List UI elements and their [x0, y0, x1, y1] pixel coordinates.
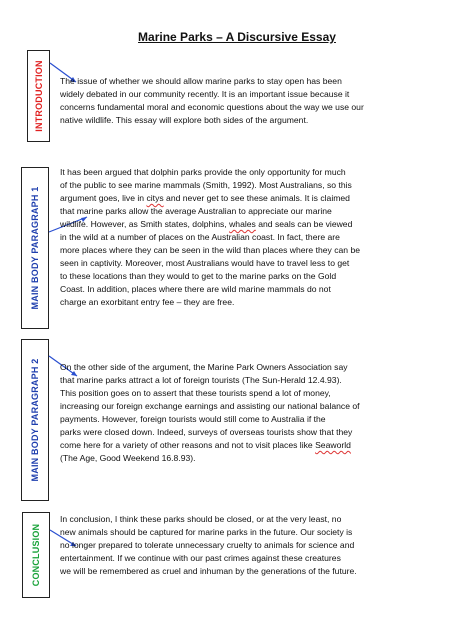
text-line: of the public to see marine mammals (Smith, 1992). Most Australians, so this — [60, 180, 352, 190]
spellcheck-flag: whales — [229, 219, 256, 229]
label-conclusion — [22, 512, 50, 598]
text-line: in the wild at a number of places on the Australian coast. In fact, there are — [60, 232, 340, 242]
paragraph-conclusion — [60, 513, 452, 578]
text-line: native wildlife. This essay will explore both sides of the argument. — [60, 115, 309, 125]
text-line: no longer prepared to tolerate unnecessary cruelty to animals for science and — [60, 540, 355, 550]
text-line: Coast. In addition, places where there are wild marine mammals do not — [60, 284, 331, 294]
text-line: wildlife. However, as Smith states, dolphins, whales and seals can be viewed — [60, 219, 353, 229]
text-line: entertainment. If we continue with our past crimes against these creatures — [60, 553, 341, 563]
essay-title: Marine Parks – A Discursive Essay — [138, 30, 336, 44]
text-line: more places where they can be seen in the wild than places where they can be — [60, 245, 361, 255]
text-line: that marine parks allow the average Australian to appreciate our marine — [60, 206, 332, 216]
text-line: It has been argued that dolphin parks provide the only opportunity for much — [60, 167, 346, 177]
label-body-paragraph-2 — [21, 339, 49, 501]
spellcheck-flag: citys — [146, 193, 164, 203]
text-line: This position goes on to assert that these tourists spend a lot of money, — [60, 388, 331, 398]
label-body-paragraph-1-text: MAIN BODY PARAGRAPH 1 — [30, 186, 40, 310]
text-line: new animals should be captured for marine parks in the future. Our society is — [60, 527, 353, 537]
text-line: seen in captivity. Moreover, most Australians would have to travel less to get — [60, 258, 350, 268]
paragraph-introduction — [60, 75, 452, 127]
label-body-paragraph-2-text: MAIN BODY PARAGRAPH 2 — [30, 358, 40, 482]
text-line: that marine parks attract a lot of foreign tourists (The Sun-Herald 12.4.93). — [60, 375, 342, 385]
text-line: On the other side of the argument, the Marine Park Owners Association say — [60, 362, 348, 372]
label-introduction-text: INTRODUCTION — [33, 60, 44, 132]
text-line: widely debated in our community recently. It is an important issue because it — [60, 89, 350, 99]
text-line: increasing our foreign exchange earnings and assisting our national balance of — [60, 401, 360, 411]
paragraph-body-2 — [60, 361, 452, 465]
text-line: come here for a variety of other reasons and not to visit places like Seaworld — [60, 440, 351, 450]
text-line: The issue of whether we should allow marine parks to stay open has been — [60, 76, 342, 86]
text-line: parks were closed down. Indeed, surveys of overseas tourists show that they — [60, 427, 353, 437]
label-conclusion-text: CONCLUSION — [31, 523, 41, 587]
paragraph-body-1 — [60, 166, 452, 309]
text-line: concerns fundamental moral and economic questions about the way we use our — [60, 102, 364, 112]
spellcheck-flag: Seaworld — [315, 440, 351, 450]
text-line: we will be remembered as cruel and inhuman by the generations of the future. — [60, 566, 357, 576]
text-line: argument goes, live in citys and never get to see these animals. It is claimed — [60, 193, 350, 203]
text-line: In conclusion, I think these parks should be closed, or at the very least, no — [60, 514, 342, 524]
text-line: charge an exorbitant entry fee – they are free. — [60, 297, 235, 307]
text-line: to these locations than they would to get to the marine parks on the Gold — [60, 271, 337, 281]
text-line: payments. However, foreign tourists would still come to Australia if the — [60, 414, 326, 424]
label-introduction — [27, 50, 50, 142]
text-line: (The Age, Good Weekend 16.8.93). — [60, 453, 196, 463]
label-body-paragraph-1 — [21, 167, 49, 329]
